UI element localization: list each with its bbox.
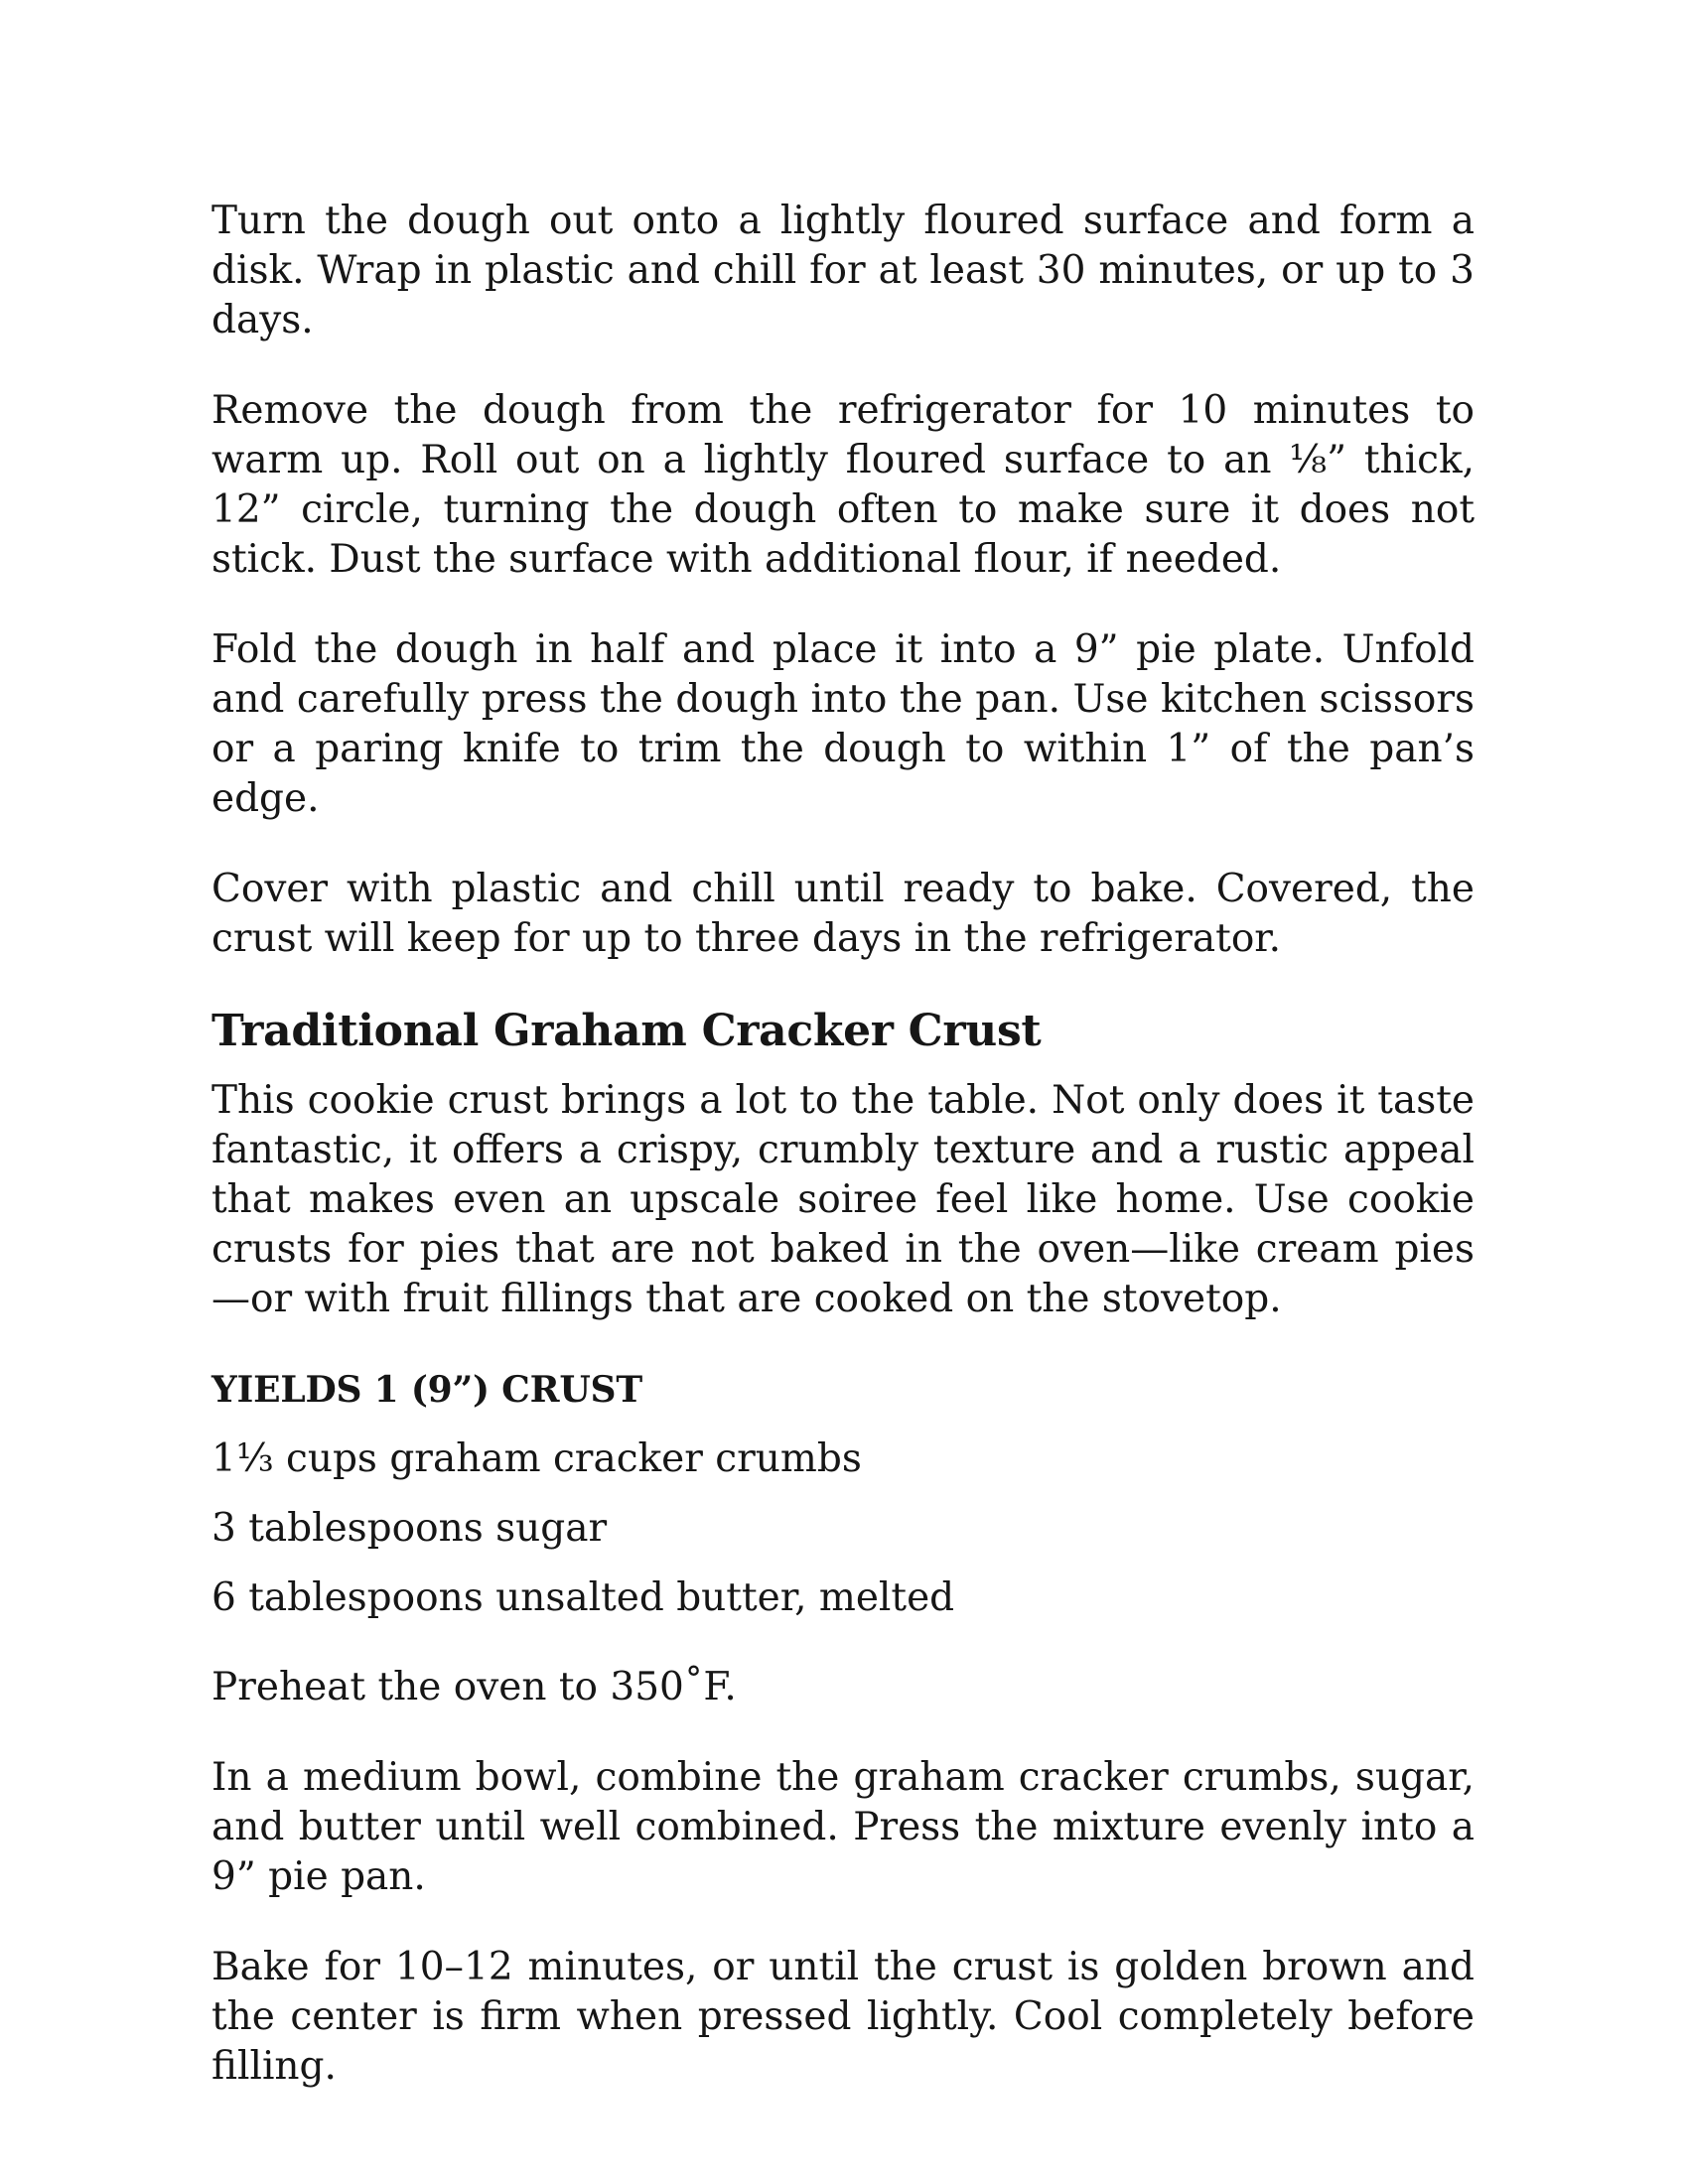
recipe-yield: YIELDS 1 (9”) CRUST [211,1369,642,1411]
ingredient-list [211,1434,1475,1623]
intro-step-3: Fold the dough in half and place it into a 9” pie plate. Unfold and carefully press the dough into the pan. Use kitchen scissors or a paring knife to trim the dough to within 1” of the pan’s edge. [211,627,1475,821]
recipe-step-3: Bake for 10–12 minutes, or until the crust is golden brown and the center is firm when pressed lightly. Cool completely before filling. [211,1945,1475,2089]
recipe-page [211,197,1475,2132]
intro-step-1: Turn the dough out onto a lightly floured surface and form a disk. Wrap in plastic and chill for at least 30 minutes, or up to 3 days. [211,199,1475,342]
ingredient-item: 6 tablespoons unsalted butter, melted [211,1575,955,1620]
recipe-title: Traditional Graham Cracker Crust [211,1006,1042,1056]
recipe-step-2: In a medium bowl, combine the graham cracker crumbs, sugar, and butter until well combined. Press the mixture evenly into a 9” pie pan. [211,1755,1475,1899]
ingredient-item: 3 tablespoons sugar [211,1506,608,1551]
recipe-description: This cookie crust brings a lot to the table. Not only does it taste fantastic, it offers a crispy, crumbly texture and a rustic appeal that makes even an upscale soiree feel like home. Use cookie crusts for pies that are not baked in the oven—like cream pies—or with fruit fillings that are cooked on the stovetop. [211,1078,1475,1321]
intro-step-2: Remove the dough from the refrigerator for 10 minutes to warm up. Roll out on a lightly floured surface to an ⅛” thick, 12” circle, turning the dough often to make sure it does not stick. Dust the surface with additional flour, if needed. [211,388,1475,582]
recipe-step-1: Preheat the oven to 350˚F. [211,1665,737,1709]
intro-step-4: Cover with plastic and chill until ready to bake. Covered, the crust will keep for up to three days in the refrigerator. [211,867,1475,961]
ingredient-item: 1⅓ cups graham cracker crumbs [211,1436,862,1481]
